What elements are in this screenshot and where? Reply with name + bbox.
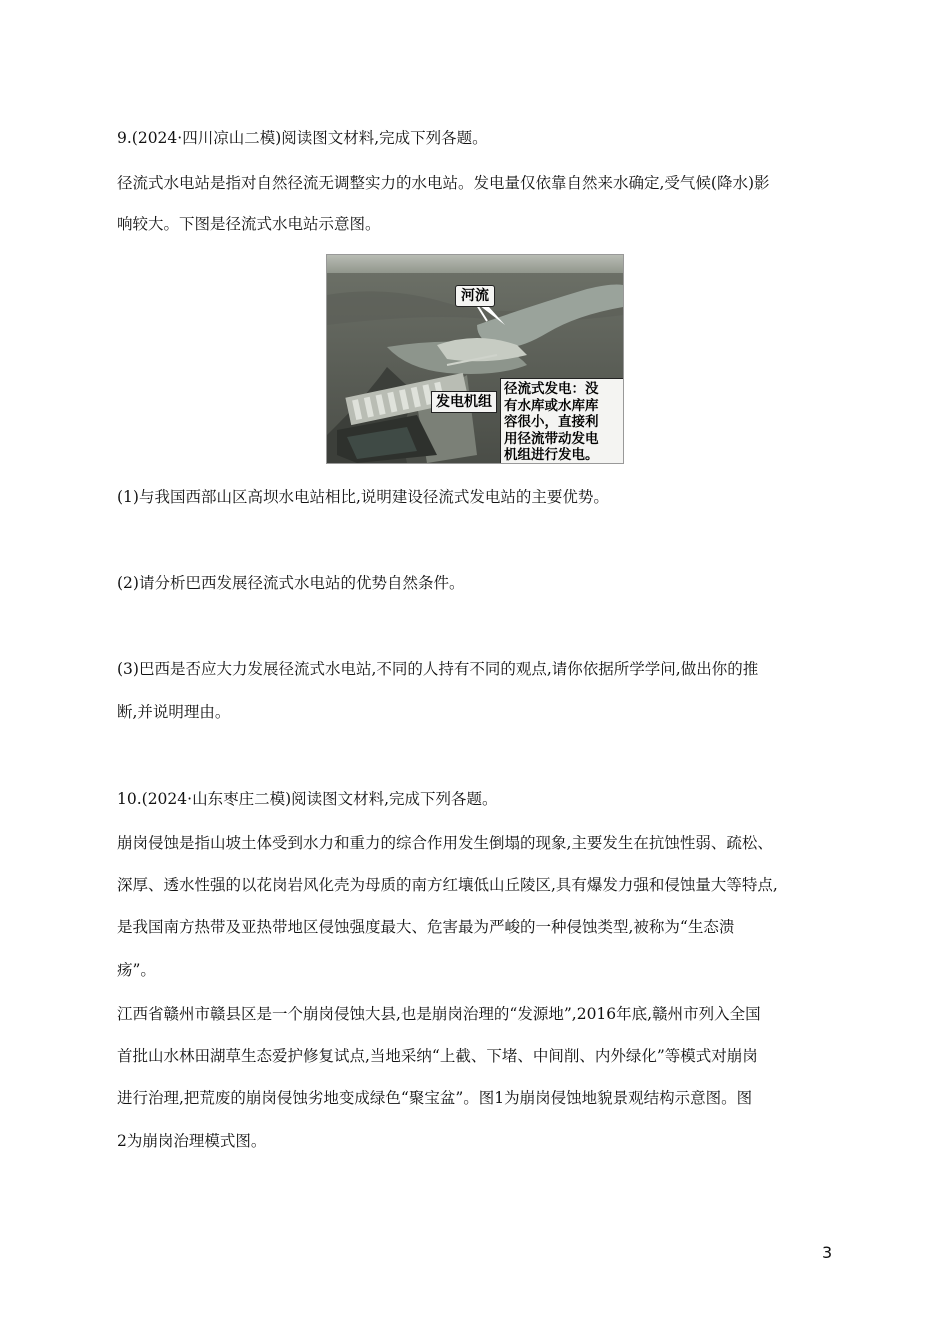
question-10-para-1-line-2: 深厚、透水性强的以花岗岩风化壳为母质的南方红壤低山丘陵区,具有爆发力强和侵蚀量大等特点,	[117, 876, 778, 894]
description-line-2: 有水库或水库库	[504, 397, 599, 414]
question-10-para-2-line-1: 江西省赣州市赣县区是一个崩岗侵蚀大县,也是崩岗治理的“发源地”,2016年底,赣州市列入全国	[117, 1005, 761, 1023]
question-9-title: 9.(2024·四川凉山二模)阅读图文材料,完成下列各题。	[117, 129, 488, 147]
question-10-para-2-line-3: 进行治理,把荒废的崩岗侵蚀劣地变成绿色“聚宝盆”。图1为崩岗侵蚀地貌景观结构示意图。图	[117, 1089, 753, 1107]
description-line-5: 机组进行发电。	[504, 447, 599, 463]
page-number: 3	[822, 1243, 833, 1262]
question-10-title: 10.(2024·山东枣庄二模)阅读图文材料,完成下列各题。	[117, 790, 498, 808]
question-9-sub-1: (1)与我国西部山区高坝水电站相比,说明建设径流式发电站的主要优势。	[117, 488, 609, 506]
question-9-sub-2: (2)请分析巴西发展径流式水电站的优势自然条件。	[117, 574, 465, 592]
question-10-para-1-line-4: 疡”。	[117, 961, 156, 979]
river-label: 河流	[455, 285, 495, 307]
question-10-para-1-line-1: 崩岗侵蚀是指山坡土体受到水力和重力的综合作用发生倒塌的现象,主要发生在抗蚀性弱、疏松、	[117, 834, 773, 852]
question-10-para-1-line-3: 是我国南方热带及亚热带地区侵蚀强度最大、危害最为严峻的一种侵蚀类型,被称为“生态溃	[117, 918, 735, 936]
generator-label: 发电机组	[431, 391, 497, 413]
question-10-para-2-line-4: 2为崩岗治理模式图。	[117, 1132, 267, 1150]
description-line-1: 径流式发电：没	[504, 381, 599, 397]
description-line-3: 容很小，直接利	[504, 414, 599, 430]
description-line-4: 用径流带动发电	[504, 430, 599, 447]
hydropower-station-photo	[326, 254, 624, 464]
question-9-sub-3-line-1: (3)巴西是否应大力发展径流式水电站,不同的人持有不同的观点,请你依据所学学问,做出你的推	[117, 660, 759, 678]
question-9-intro-line-1: 径流式水电站是指对自然径流无调整实力的水电站。发电量仅依靠自然来水确定,受气候(降水)影	[117, 174, 770, 192]
question-9-sub-3-line-2: 断,并说明理由。	[117, 703, 231, 721]
runoff-description-label	[500, 378, 624, 464]
question-10-para-2-line-2: 首批山水林田湖草生态爱护修复试点,当地采纳“上截、下堵、中间削、内外绿化”等模式对崩岗	[117, 1047, 758, 1065]
question-9-intro-line-2: 响较大。下图是径流式水电站示意图。	[117, 215, 381, 233]
